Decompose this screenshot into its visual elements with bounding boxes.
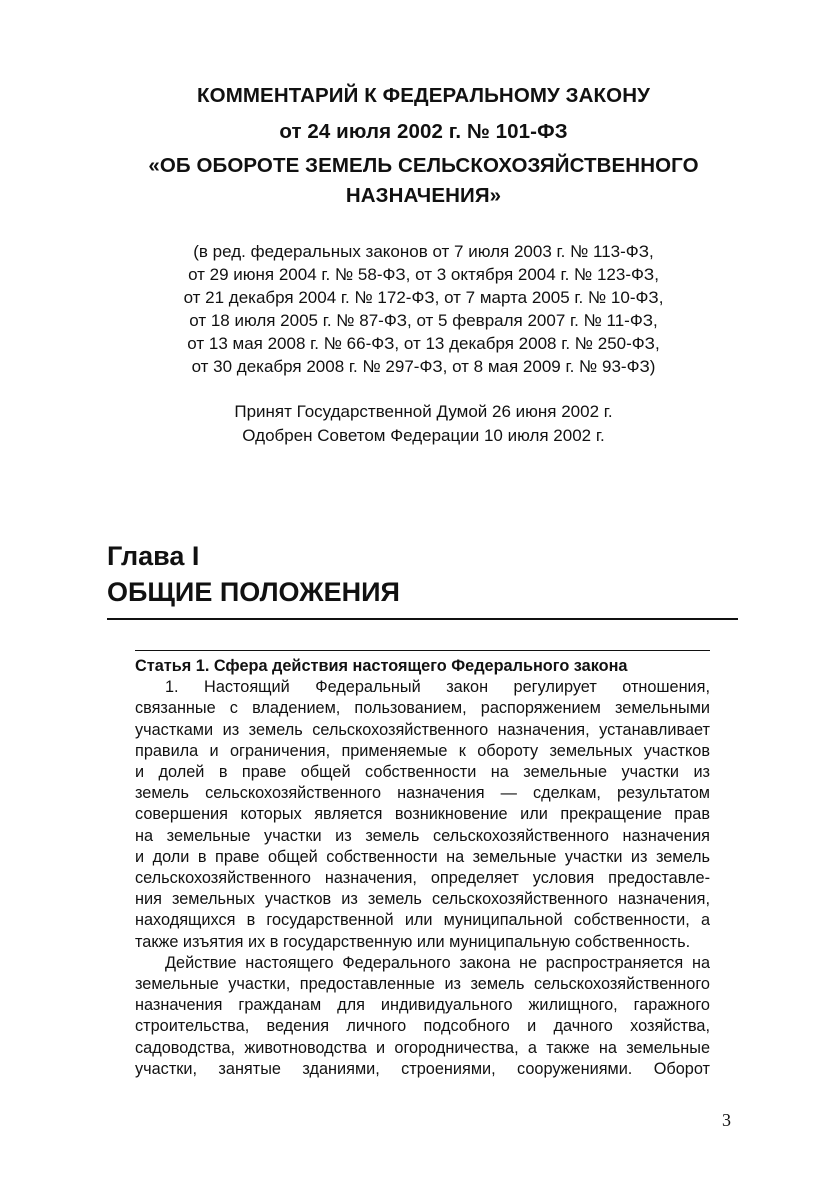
amendment-line: от 18 июля 2005 г. № 87-ФЗ, от 5 февраля 2007 г. № 11-ФЗ, <box>189 311 658 330</box>
chapter-name: ОБЩИЕ ПОЛОЖЕНИЯ <box>107 577 400 607</box>
document-title <box>90 78 757 210</box>
article-line: и долей в праве общей собственности на земельные участки из <box>135 763 710 782</box>
article-line: находящихся в государственной или муниципальной собственности, а <box>135 911 710 930</box>
amendment-line: (в ред. федеральных законов от 7 июля 2003 г. № 113-ФЗ, <box>193 242 654 261</box>
article-line: земель сельскохозяйственного назначения — сделкам, результатом <box>135 784 710 803</box>
amendment-line: от 21 декабря 2004 г. № 172-ФЗ, от 7 марта 2005 г. № 10-ФЗ, <box>183 288 664 307</box>
amendment-line: от 13 мая 2008 г. № 66-ФЗ, от 13 декабря 2008 г. № 250-ФЗ, <box>187 334 660 353</box>
title-line-4: НАЗНАЧЕНИЯ» <box>345 184 502 207</box>
article-line: 1. Настоящий Федеральный закон регулирует отношения, <box>165 678 710 697</box>
article-line: на земельные участки из земель сельскохозяйственного назначения <box>135 826 710 845</box>
adoption-info <box>90 400 757 448</box>
article-line: садоводства, животноводства и огородничества, а также на земельные <box>135 1038 710 1057</box>
amendment-line: от 29 июня 2004 г. № 58-ФЗ, от 3 октября 2004 г. № 123-ФЗ, <box>188 265 659 284</box>
article-line: строительства, ведения личного подсобного и дачного хозяйства, <box>135 1017 710 1036</box>
article-divider <box>135 650 710 651</box>
adopted-by-duma: Принят Государственной Думой 26 июня 2002 г. <box>234 402 613 421</box>
article-line: назначения гражданам для индивидуального жилищного, гаражного <box>135 996 710 1015</box>
article-line: и доли в праве общей собственности на земельные участки из земель <box>135 847 710 866</box>
title-line-2: от 24 июля 2002 г. № 101-ФЗ <box>279 120 568 143</box>
page-number: 3 <box>722 1110 731 1130</box>
chapter-number: Глава I <box>107 541 200 571</box>
amendments-note <box>90 240 757 378</box>
article-line: земельные участки, предоставленные из земель сельскохозяйственного <box>135 975 710 994</box>
title-line-1: КОММЕНТАРИЙ К ФЕДЕРАЛЬНОМУ ЗАКОНУ <box>197 84 650 107</box>
amendment-line: от 30 декабря 2008 г. № 297-ФЗ, от 8 мая 2009 г. № 93-ФЗ) <box>191 357 656 376</box>
article-line: участками из земель сельскохозяйственного назначения, устанавливает <box>135 720 710 739</box>
article-line: связанные с владением, пользованием, распоряжением земельными <box>135 699 710 718</box>
chapter-heading <box>107 538 400 610</box>
article-title: Статья 1. Сфера действия настоящего Федерального закона <box>135 657 628 675</box>
article-line: участки, занятые зданиями, строениями, сооружениями. Оборот <box>135 1059 710 1078</box>
approved-by-council: Одобрен Советом Федерации 10 июля 2002 г. <box>242 426 605 445</box>
chapter-divider <box>107 618 738 620</box>
article-line: также изъятия их в государственную или муниципальную собственность. <box>135 932 691 951</box>
title-line-3: «ОБ ОБОРОТЕ ЗЕМЕЛЬ СЕЛЬСКОХОЗЯЙСТВЕННОГО <box>148 154 699 177</box>
article-line: ния земельных участков из земель сельскохозяйственного назначения, <box>135 890 710 909</box>
article-line: совершения которых является возникновение или прекращение прав <box>135 805 710 824</box>
article-1 <box>135 656 710 1080</box>
article-line: Действие настоящего Федерального закона не распространяется на <box>165 953 710 972</box>
article-line: правила и ограничения, применяемые к обороту земельных участков <box>135 741 710 760</box>
article-line: сельскохозяйственного назначения, определяет условия предоставле- <box>135 869 710 888</box>
